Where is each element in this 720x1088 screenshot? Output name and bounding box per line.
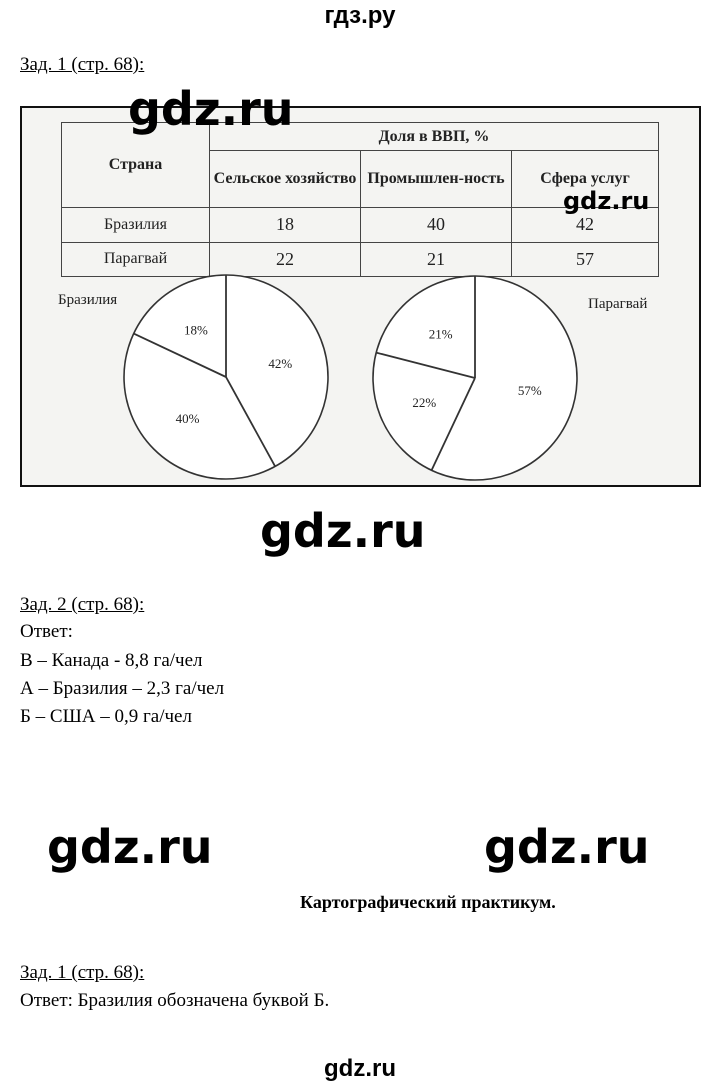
pie-slice-label: 40% [175, 410, 200, 426]
pie-paraguay [373, 276, 577, 480]
pie-charts [22, 108, 701, 487]
table-cell: 57 [512, 242, 659, 276]
answer-line: Б – США – 0,9 га/чел [20, 706, 192, 727]
table-subheader: Сфера услуг [512, 151, 659, 207]
pie-title-brazil: Бразилия [58, 292, 118, 308]
table-header-gdp: Доля в ВВП, % [210, 123, 659, 151]
practicum-answer: Ответ: Бразилия обозначена буквой Б. [20, 990, 330, 1011]
table-cell: 21 [361, 242, 512, 276]
watermark: gdz.ru [260, 504, 426, 558]
pie-slice-label: 57% [517, 383, 542, 399]
table-subheader: Промышлен-ность [361, 151, 512, 207]
watermark: gdz.ru [128, 82, 294, 136]
task1-heading: Зад. 1 (стр. 68): [20, 54, 145, 75]
table-subheader: Сельское хозяйство [210, 151, 361, 207]
table-cell: 42 [512, 207, 659, 242]
pie-title-paraguay: Парагвай [588, 296, 648, 312]
pie-slice-label: 18% [184, 322, 208, 338]
pie-slice-label: 42% [268, 356, 293, 372]
table-cell: 40 [361, 207, 512, 242]
pie-brazil [124, 275, 328, 479]
pie-slice-label: 22% [412, 394, 437, 410]
task2-heading: Зад. 2 (стр. 68): [20, 594, 145, 615]
table-cell: 18 [210, 207, 361, 242]
table-header-country: Страна [62, 123, 210, 208]
table-cell: 22 [210, 242, 361, 276]
pie-slice-label: 21% [428, 326, 453, 342]
site-footer: gdz.ru [324, 1055, 396, 1082]
answer-line: А – Бразилия – 2,3 га/чел [20, 678, 225, 699]
practicum-title: Картографический практикум. [300, 892, 556, 912]
watermark: gdz.ru [563, 187, 650, 215]
scanned-figure [20, 106, 701, 487]
watermark: gdz.ru [47, 820, 213, 874]
table-cell-country: Бразилия [62, 207, 210, 242]
practicum-heading: Зад. 1 (стр. 68): [20, 962, 145, 983]
watermark: gdz.ru [484, 820, 650, 874]
answer-line: В – Канада - 8,8 га/чел [20, 650, 203, 671]
task2-answer-label: Ответ: [20, 621, 73, 642]
table-cell-country: Парагвай [62, 242, 210, 276]
site-header: гдз.ру [324, 2, 396, 29]
